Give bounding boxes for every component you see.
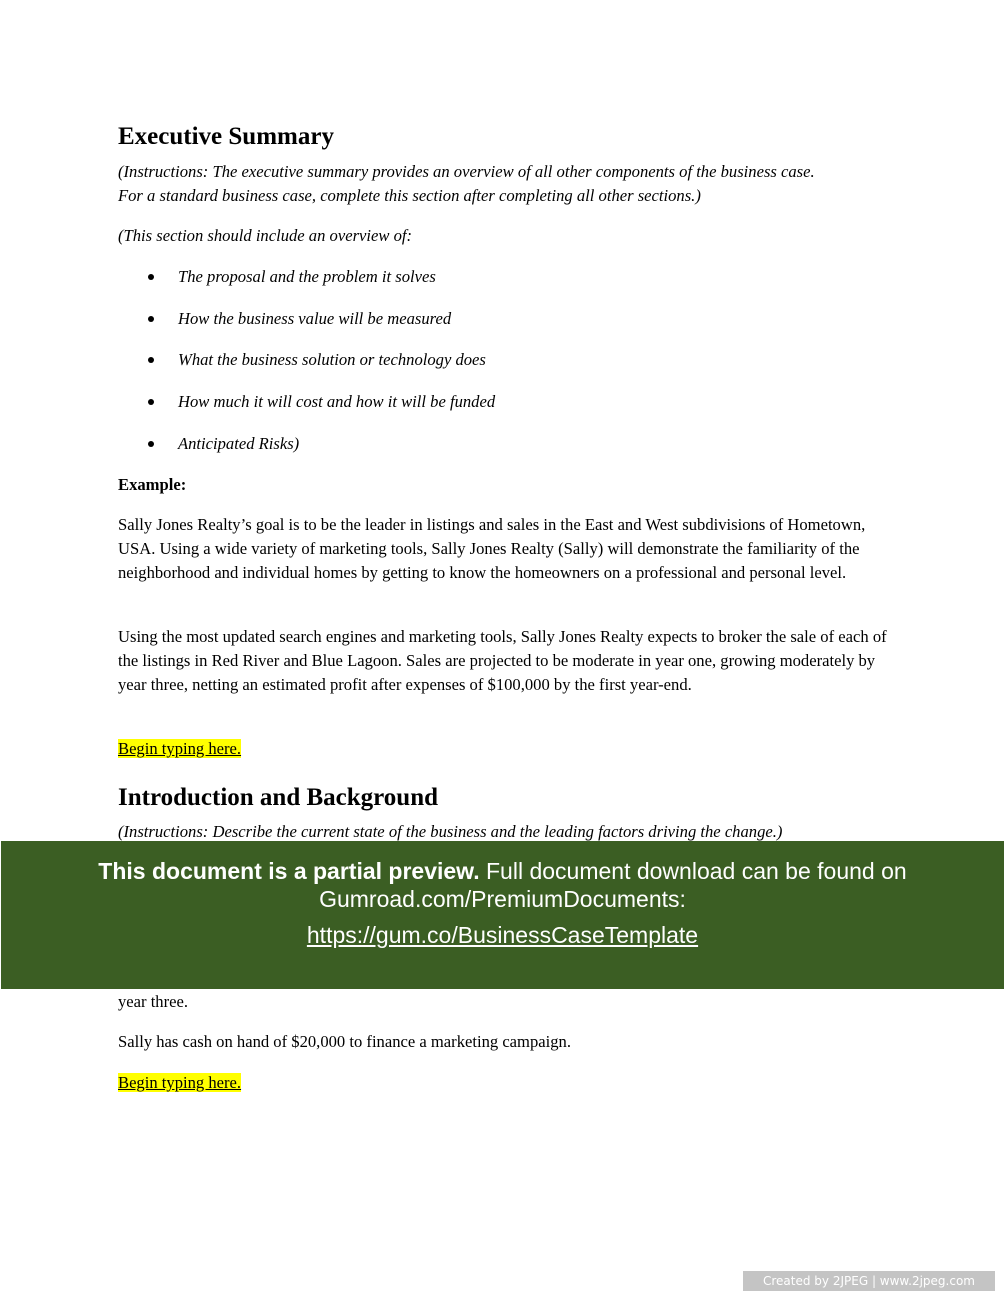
cash-paragraph: Sally has cash on hand of $20,000 to finance a marketing campaign. bbox=[118, 1032, 571, 1051]
partial-preview-banner bbox=[1, 841, 1004, 989]
bullet-icon bbox=[148, 399, 154, 405]
introduction-instructions: (Instructions: Describe the current state of the business and the leading factors driving the change.) bbox=[118, 822, 783, 841]
list-item bbox=[118, 390, 495, 414]
overview-bullet-list bbox=[118, 265, 495, 473]
begin-typing-placeholder-1[interactable] bbox=[118, 737, 241, 761]
bullet-icon bbox=[148, 441, 154, 447]
executive-summary-instructions-line2: For a standard business case, complete this section after completing all other sections.) bbox=[118, 186, 701, 205]
begin-typing-placeholder-2[interactable] bbox=[118, 1071, 241, 1095]
bullet-text: How the business value will be measured bbox=[178, 308, 452, 328]
bullet-text: The proposal and the problem it solves bbox=[178, 267, 436, 286]
example-label: Example: bbox=[118, 475, 187, 494]
list-item bbox=[118, 432, 495, 456]
list-item bbox=[118, 307, 495, 331]
example-paragraph-1: Sally Jones Realty’s goal is to be the leader in listings and sales in the East and West subdivisions of Hometown, USA. Using a wide variety of marketing tools, Sally Jones Realty (Sally) will demonstrate the familiarity of the neighborhood and individual homes by getting to know the homeowners on a professional and personal level. bbox=[118, 515, 866, 582]
download-link[interactable]: https://gum.co/BusinessCaseTemplate bbox=[306, 922, 699, 948]
list-item bbox=[118, 348, 495, 372]
bullet-text: Anticipated Risks) bbox=[178, 433, 300, 453]
example-paragraph-2: Using the most updated search engines and marketing tools, Sally Jones Realty expects to broker the sale of each of the listings in Red River and Blue Lagoon. Sales are projected to be moderate in year one, growing moderately by year three, netting an estimated profit after expenses of $100,000 by the first year-end. bbox=[118, 627, 887, 694]
placeholder-text[interactable]: Begin typing here. bbox=[118, 1073, 242, 1092]
preview-notice-line2: Gumroad.com/PremiumDocuments: bbox=[319, 886, 686, 912]
bullet-icon bbox=[148, 357, 154, 363]
placeholder-text[interactable]: Begin typing here. bbox=[118, 739, 242, 758]
preview-notice-bold: This document is a partial preview. bbox=[98, 858, 480, 884]
download-link-row bbox=[1, 921, 1004, 949]
preview-notice-rest: Full document download can be found on bbox=[479, 858, 907, 884]
bullet-icon bbox=[148, 316, 154, 322]
executive-summary-instructions-line1: (Instructions: The executive summary provides an overview of all other components of the business case. bbox=[118, 162, 815, 181]
preview-notice bbox=[1, 857, 1004, 885]
bullet-icon bbox=[148, 274, 154, 280]
introduction-heading: Introduction and Background bbox=[118, 784, 439, 811]
list-item bbox=[118, 265, 495, 289]
bullet-text: How much it will cost and how it will be funded bbox=[178, 392, 496, 412]
overview-intro: (This section should include an overview of: bbox=[118, 226, 413, 245]
executive-summary-heading: Executive Summary bbox=[118, 123, 334, 150]
bullet-text: What the business solution or technology does bbox=[178, 350, 486, 370]
watermark-badge: Created by 2JPEG | www.2jpeg.com bbox=[743, 1271, 995, 1291]
introduction-fragment: year three. bbox=[118, 992, 189, 1011]
